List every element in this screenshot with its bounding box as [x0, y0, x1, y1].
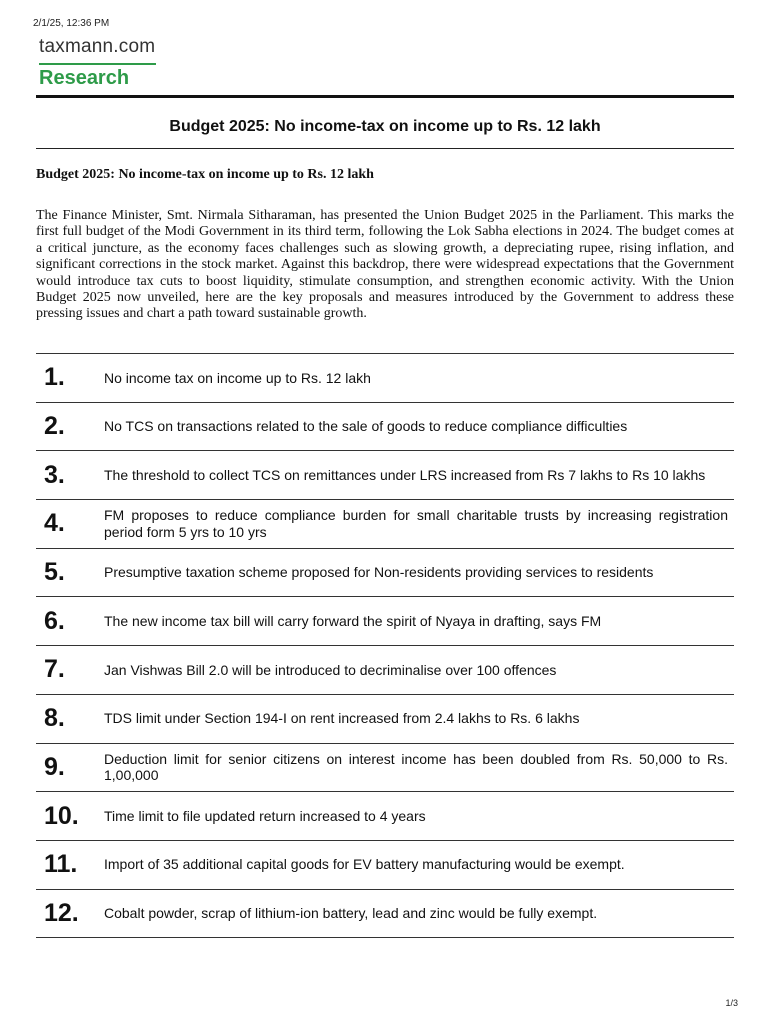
item-number: 11. [44, 850, 78, 879]
logo-wordmark: taxmann.com [39, 36, 156, 57]
item-text: The threshold to collect TCS on remittances under LRS increased from Rs 7 lakhs to Rs 10 lakhs [104, 466, 706, 483]
item-text: Time limit to file updated return increased to 4 years [104, 807, 426, 824]
item-number: 8. [44, 704, 65, 733]
list-item [36, 500, 734, 549]
print-timestamp: 2/1/25, 12:36 PM [33, 18, 110, 29]
item-number: 7. [44, 655, 65, 684]
item-text: Jan Vishwas Bill 2.0 will be introduced to decriminalise over 100 offences [104, 661, 557, 678]
item-text: The new income tax bill will carry forward the spirit of Nyaya in drafting, says FM [104, 613, 602, 630]
key-proposals-list [36, 353, 734, 938]
list-item [36, 695, 734, 744]
taxmann-research-logo[interactable] [39, 36, 169, 89]
list-item [36, 597, 734, 646]
title-rule [36, 148, 734, 149]
logo-divider [39, 63, 156, 65]
item-number: 2. [44, 412, 65, 441]
list-item [36, 354, 734, 403]
item-text: Cobalt powder, scrap of lithium-ion battery, lead and zinc would be fully exempt. [104, 905, 598, 922]
item-text: TDS limit under Section 194-I on rent increased from 2.4 lakhs to Rs. 6 lakhs [104, 710, 580, 727]
list-item [36, 792, 734, 841]
item-text: FM proposes to reduce compliance burden for small charitable trusts by increasing registration period form 5 yrs to 10 yrs [104, 507, 728, 540]
item-number: 10. [44, 801, 79, 830]
page-number: 1/3 [725, 998, 738, 1008]
item-number: 12. [44, 898, 79, 927]
list-item [36, 403, 734, 452]
item-number: 1. [44, 363, 65, 392]
intro-paragraph: The Finance Minister, Smt. Nirmala Sitharaman, has presented the Union Budget 2025 in the Parliament. This marks the first full budget of the Modi Government in its third term, following the Lok Sabha elections in 2024. The budget comes at a critical juncture, as the economy faces challenges such as slowing growth, a depreciating rupee, rising inflation, and significant corrections in the stock market. Against this backdrop, there were widespread expectations that the Government would introduce tax cuts to boost liquidity, stimulate consumption, and strengthen economic activity. With the Union Budget 2025 now unveiled, here are the key proposals and measures introduced by the Government to address these pressing issues and chart a path toward sustainable growth. [36, 208, 734, 322]
item-text: No TCS on transactions related to the sale of goods to reduce compliance difficulties [104, 418, 628, 435]
list-item [36, 841, 734, 890]
header-rule [36, 95, 734, 98]
list-item [36, 549, 734, 598]
item-text: Deduction limit for senior citizens on interest income has been doubled from Rs. 50,000 to Rs. 1,00,000 [104, 750, 728, 784]
list-item [36, 451, 734, 500]
item-text: No income tax on income up to Rs. 12 lakh [104, 369, 371, 386]
logo-research-label: Research [39, 67, 130, 89]
list-item [36, 646, 734, 695]
page-title: Budget 2025: No income-tax on income up to Rs. 12 lakh [169, 118, 601, 135]
item-number: 3. [44, 460, 65, 489]
item-number: 5. [44, 558, 65, 587]
article-subtitle: Budget 2025: No income-tax on income up to Rs. 12 lakh [36, 167, 374, 182]
item-text: Import of 35 additional capital goods for EV battery manufacturing would be exempt. [104, 856, 625, 873]
item-number: 4. [44, 509, 65, 538]
list-item [36, 890, 734, 939]
item-number: 9. [44, 752, 65, 781]
list-item [36, 744, 734, 793]
item-text: Presumptive taxation scheme proposed for Non-residents providing services to residents [104, 564, 654, 581]
item-number: 6. [44, 606, 65, 635]
